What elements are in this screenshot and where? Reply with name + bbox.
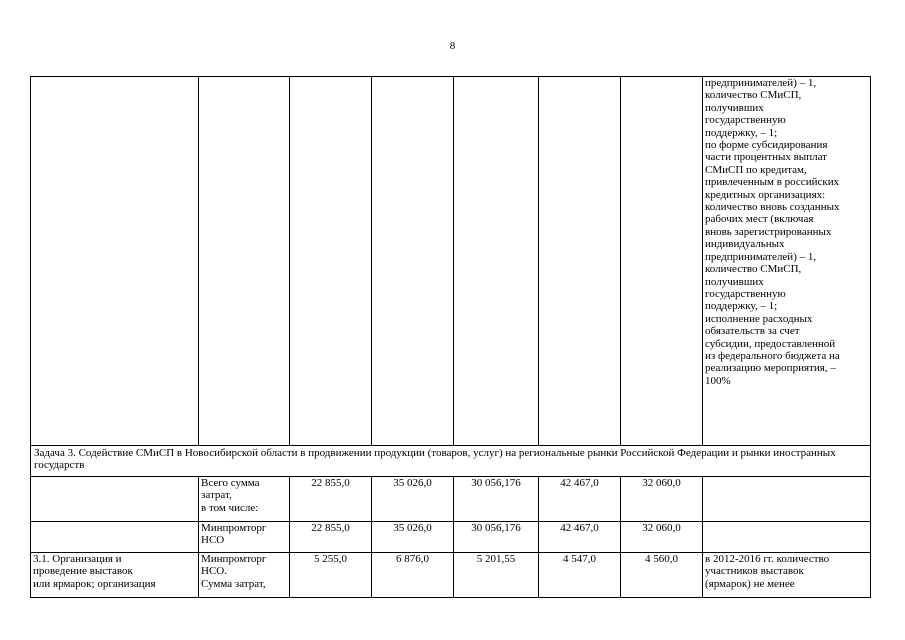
year-2016-cell (621, 77, 703, 446)
table-row-3-1 (31, 553, 871, 598)
executor-cell (199, 77, 290, 446)
value-2013: 6 876,0 (372, 553, 454, 598)
value-2016: 32 060,0 (621, 477, 703, 522)
ministry-label-cell: Минпромторг НСО (199, 522, 290, 553)
value-2013: 35 026,0 (372, 522, 454, 553)
event-name-cell (31, 477, 199, 522)
value-2014: 5 201,55 (454, 553, 539, 598)
task-title: Задача 3. Содействие СМиСП в Новосибирской области в продвижении продукции (товаров, услуг) на региональные рынки Российской Федерации и рынки иностранных государств (31, 446, 871, 477)
value-2016: 32 060,0 (621, 522, 703, 553)
event-name-cell: 3.1. Организация и проведение выставок или ярмарок; организация (31, 553, 199, 598)
total-label-cell: Всего сумма затрат, в том числе: (199, 477, 290, 522)
year-2012-cell (290, 77, 372, 446)
value-2015: 4 547,0 (539, 553, 621, 598)
ministry-row (31, 522, 871, 553)
indicators-cell (703, 477, 871, 522)
value-2014: 30 056,176 (454, 522, 539, 553)
year-2013-cell (372, 77, 454, 446)
value-2015: 42 467,0 (539, 477, 621, 522)
total-costs-row (31, 477, 871, 522)
event-name-cell (31, 77, 199, 446)
value-2012: 5 255,0 (290, 553, 372, 598)
event-name-cell (31, 522, 199, 553)
indicators-cell: в 2012-2016 гг. количество участников выставок (ярмарок) не менее (703, 553, 871, 598)
year-2015-cell (539, 77, 621, 446)
executor-cell: Минпромторг НСО. Сумма затрат, (199, 553, 290, 598)
value-2015: 42 467,0 (539, 522, 621, 553)
value-2016: 4 560,0 (621, 553, 703, 598)
value-2012: 22 855,0 (290, 477, 372, 522)
indicators-cell (703, 522, 871, 553)
value-2014: 30 056,176 (454, 477, 539, 522)
table-row-continued (31, 77, 871, 446)
task-row (31, 446, 871, 477)
value-2012: 22 855,0 (290, 522, 372, 553)
year-2014-cell (454, 77, 539, 446)
indicators-cell: предпринимателей) – 1, количество СМиСП, получивших государственную поддержку, – 1; по форме субсидирования части процентных выплат СМиСП по кредитам, привлеченным в российских кредитных организациях: количество вновь созданных рабочих мест (включая вновь зарегистрированных индивидуальных предпринимателей) – 1, количество СМиСП, получивших государственную поддержку, – 1; исполнение расходных обязательств за счет субсидии, предоставленной из федерального бюджета на реализацию мероприятия, – 100% (703, 77, 871, 446)
program-table (30, 76, 871, 598)
value-2013: 35 026,0 (372, 477, 454, 522)
page-number: 8 (449, 40, 456, 52)
